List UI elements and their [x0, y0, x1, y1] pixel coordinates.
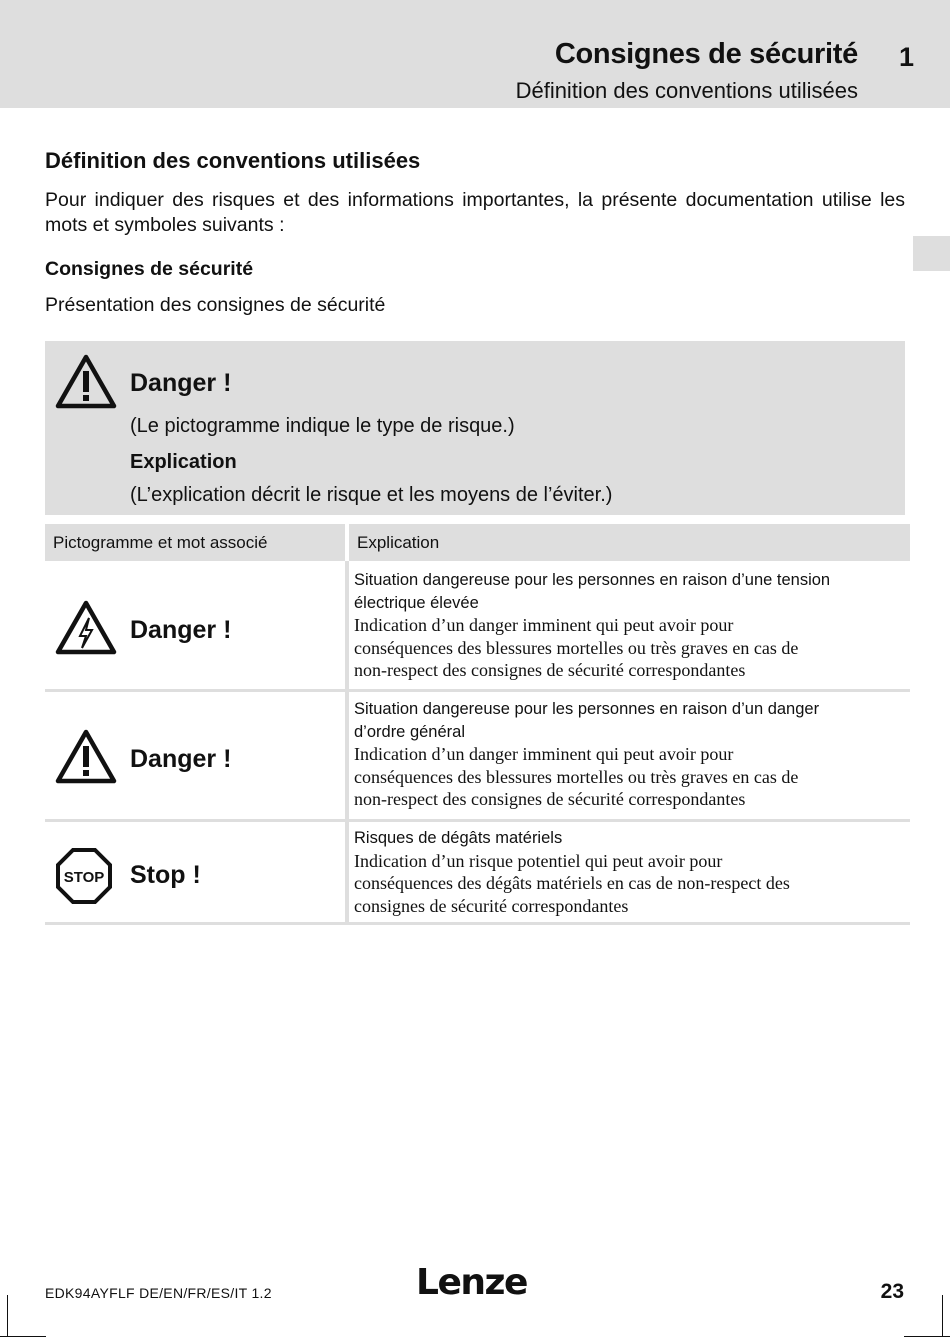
chapter-subtitle: Définition des conventions utilisées: [515, 78, 858, 103]
explanation-body-line: consignes de sécurité correspondantes: [354, 895, 629, 916]
row-signal-word: Danger !: [130, 745, 232, 773]
crop-mark: [0, 1336, 46, 1337]
table-header-cell: Explication: [349, 524, 910, 561]
example-signal-word: Danger !: [130, 369, 232, 397]
table-row: [45, 692, 910, 819]
warning-triangle-icon: [55, 354, 117, 410]
table-row: [45, 561, 910, 689]
chapter-title: Consignes de sécurité: [554, 38, 858, 70]
explanation-body-line: Indication d’un danger imminent qui peut avoir pour: [354, 615, 734, 635]
crop-mark: [942, 1295, 943, 1336]
explanation-body-line: non-respect des consignes de sécurité correspondantes: [354, 660, 746, 680]
subsection-title: Consignes de sécurité: [45, 258, 254, 280]
lenze-logo: Lenze: [416, 1262, 527, 1303]
explanation-body-line: conséquences des blessures mortelles ou très graves en cas de: [354, 637, 799, 658]
table-header: [45, 524, 910, 561]
row-explanation: [354, 698, 906, 811]
explanation-body-line: conséquences des dégâts matériels en cas de non-respect des: [354, 873, 790, 893]
row-explanation: [354, 827, 906, 917]
electrical-hazard-icon: [55, 600, 117, 656]
table-header-cell: Pictogramme et mot associé: [45, 524, 345, 561]
stop-sign-icon: [55, 847, 113, 905]
crop-mark: [904, 1336, 950, 1337]
explanation-body-line: Indication d’un risque potentiel qui peut avoir pour: [354, 850, 723, 871]
row-separator: [45, 922, 910, 925]
chapter-number: 1: [898, 42, 914, 72]
row-signal-word: Stop !: [130, 861, 201, 889]
example-pictogram-note: (Le pictogramme indique le type de risque.): [130, 415, 515, 437]
presentation-text: Présentation des consignes de sécurité: [45, 294, 386, 316]
explanation-body-line: conséquences des blessures mortelles ou très graves en cas de: [354, 766, 799, 787]
table-row: [45, 822, 910, 922]
page-number: 23: [880, 1280, 904, 1303]
explanation-title-line: Situation dangereuse pour les personnes en raison d’un danger: [354, 700, 820, 718]
chapter-side-tab: [913, 236, 950, 271]
row-signal-word: Danger !: [130, 616, 232, 644]
explanation-title-line: Situation dangereuse pour les personnes en raison d’une tension: [354, 571, 831, 589]
intro-paragraph: Pour indiquer des risques et des informations importantes, la présente documentation utilise les mots et symboles suivants :: [45, 189, 905, 236]
document-id: EDK94AYFLF DE/EN/FR/ES/IT 1.2: [45, 1285, 272, 1301]
explanation-body-line: non-respect des consignes de sécurité correspondantes: [354, 789, 746, 809]
example-explanation-note: (L’explication décrit le risque et les moyens de l’éviter.): [130, 484, 613, 506]
stop-sign-text: STOP: [63, 869, 105, 886]
example-box: [45, 341, 905, 515]
explanation-body-line: Indication d’un danger imminent qui peut avoir pour: [354, 744, 734, 764]
example-explanation-label: Explication: [130, 451, 237, 473]
crop-mark: [7, 1295, 8, 1336]
explanation-title-line: Risques de dégâts matériels: [354, 829, 563, 847]
explanation-title-line: électrique élevée: [354, 593, 479, 612]
conventions-table: [45, 524, 910, 916]
explanation-title-line: d’ordre général: [354, 722, 465, 741]
section-title: Définition des conventions utilisées: [45, 148, 421, 173]
row-explanation: [354, 569, 906, 682]
general-hazard-icon: [55, 729, 117, 785]
